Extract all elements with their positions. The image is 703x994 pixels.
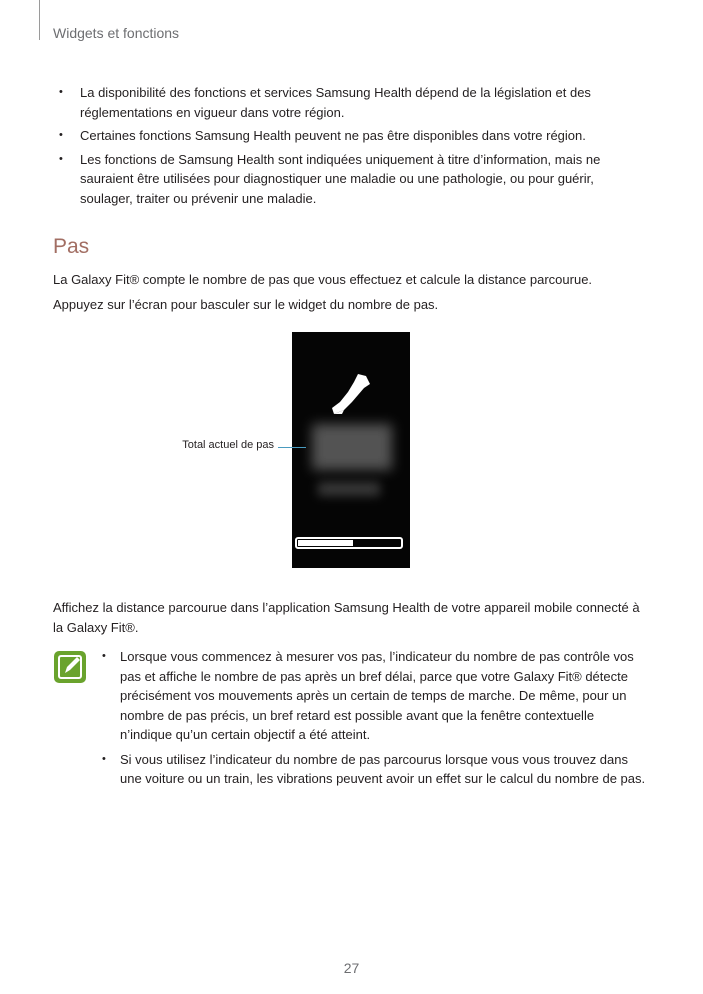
list-item-text: Lorsque vous commencez à mesurer vos pas, l’indicateur du nombre de pas contrôle vos pas et affiche le nombre de pas après un bref délai, parce que votre Galaxy Fit® détecte précisément vos mouvements après un certain de temps de marche. De même, pour un nombre de pas précis, un bref retard est possible avant que la fenêtre contextuelle n’indique qu’un certain objectif a été atteint.	[120, 649, 634, 742]
list-item	[53, 126, 633, 146]
header-section-label: Widgets et fonctions	[53, 25, 180, 41]
step-progress-bar	[295, 537, 403, 549]
list-item	[53, 83, 633, 122]
paragraph-step-count: La Galaxy Fit® compte le nombre de pas que vous effectuez et calcule la distance parcourue.	[53, 272, 593, 287]
step-goal-blurred	[318, 482, 380, 496]
bullet-icon: •	[59, 86, 63, 98]
list-item-text: Les fonctions de Samsung Health sont indiquées uniquement à titre d’information, mais ne sauraient être utilisées pour diagnostiquer une maladie ou une pathologie, ou pour guérir, soulager, traiter ou prévenir une maladie.	[80, 151, 601, 206]
page-number: 27	[343, 960, 360, 976]
paragraph-tap-screen: Appuyez sur l’écran pour basculer sur le widget du nombre de pas.	[53, 297, 439, 312]
list-item	[100, 750, 648, 789]
bullet-icon: •	[59, 152, 63, 165]
header-rule	[39, 0, 40, 40]
note-bullet-list	[100, 647, 648, 794]
callout-line	[278, 447, 306, 448]
bullet-icon: •	[59, 129, 63, 141]
list-item-text: Si vous utilisez l’indicateur du nombre de pas parcourus lorsque vous vous trouvez dans une voiture ou un train, les vibrations peuvent avoir un effet sur le calcul du nombre de pas.	[120, 751, 646, 786]
callout-label: Total actuel de pas	[182, 439, 274, 451]
step-count-blurred	[312, 424, 392, 470]
list-item	[53, 150, 633, 209]
list-item-text: La disponibilité des fonctions et services Samsung Health dépend de la législation et des réglementations en vigueur dans votre région.	[80, 85, 591, 120]
note-pencil-icon	[53, 650, 87, 684]
device-screen-illustration	[292, 332, 410, 568]
list-item	[100, 647, 648, 745]
paragraph-distance: Affichez la distance parcourue dans l’application Samsung Health de votre appareil mobile connecté à la Galaxy Fit®.	[53, 600, 640, 635]
intro-bullet-list	[53, 83, 633, 212]
bullet-icon: •	[102, 650, 106, 662]
running-shoe-icon	[330, 372, 372, 416]
section-title: Pas	[53, 235, 90, 258]
list-item-text: Certaines fonctions Samsung Health peuvent ne pas être disponibles dans votre région.	[80, 128, 586, 143]
bullet-icon: •	[102, 752, 106, 765]
step-progress-fill	[298, 540, 353, 546]
